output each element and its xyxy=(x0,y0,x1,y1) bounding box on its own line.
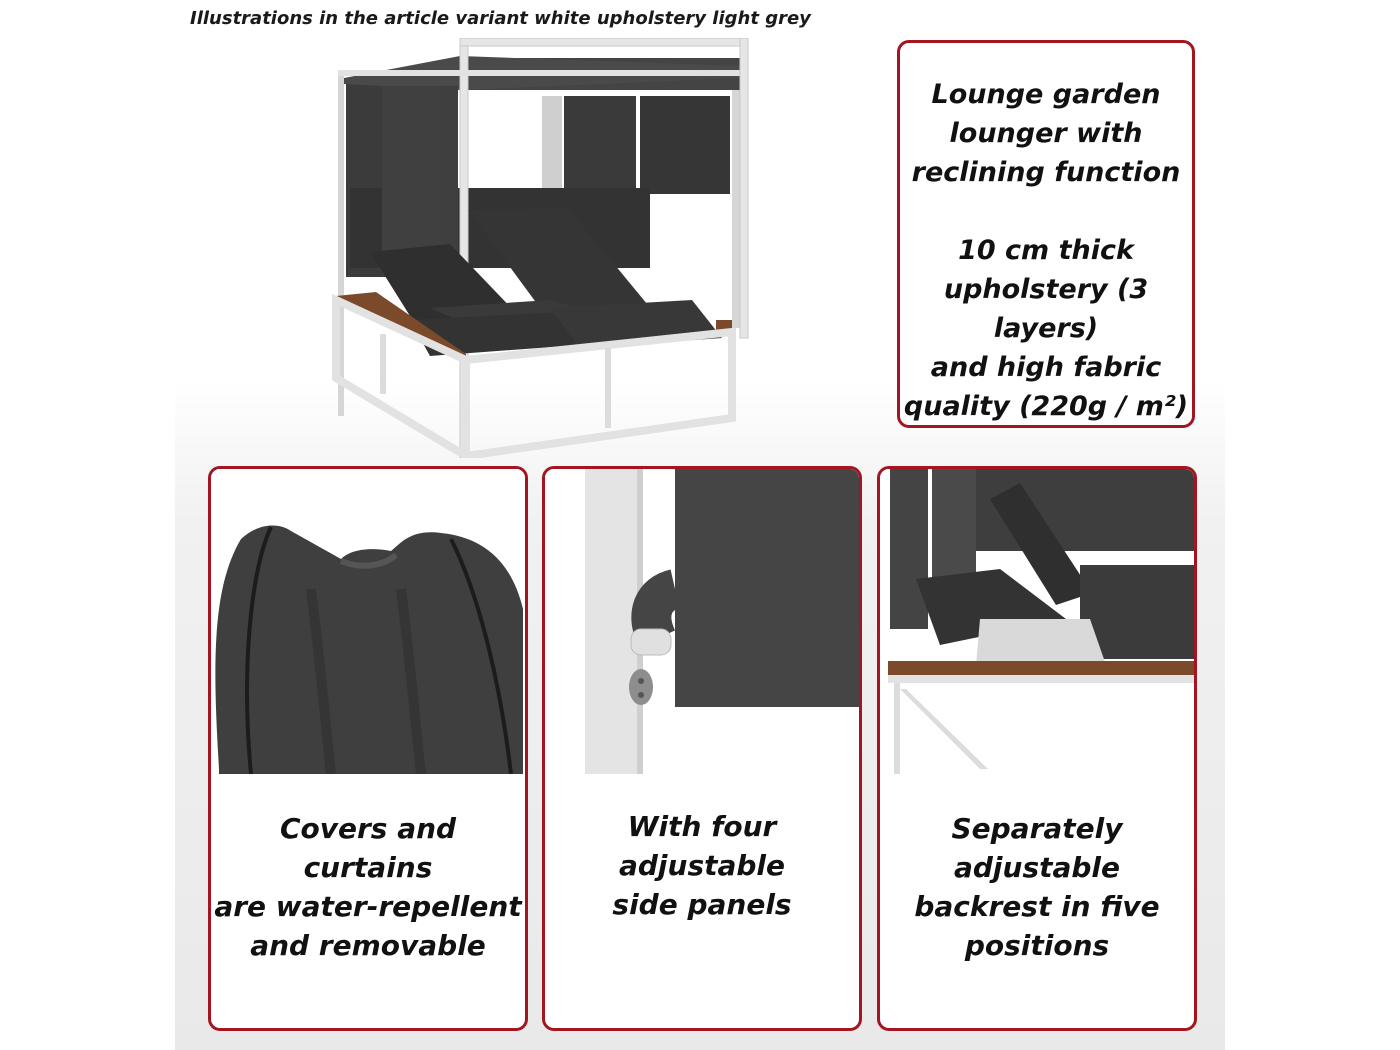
cushion-covers-image xyxy=(211,469,525,774)
feature-text-covers xyxy=(211,809,525,965)
product-image-lounger xyxy=(320,38,760,458)
image-caption: Illustrations in the article variant white upholstery light grey xyxy=(190,8,811,29)
feature-line: and removable xyxy=(250,929,486,962)
intro-line: lounger with xyxy=(949,118,1143,149)
intro-text xyxy=(900,75,1192,426)
feature-card-backrest xyxy=(877,466,1197,1031)
intro-line: 10 cm thick xyxy=(958,235,1134,266)
feature-text-backrest xyxy=(880,809,1194,965)
feature-line: are water-repellent xyxy=(214,890,522,923)
feature-line: Covers and curtains xyxy=(279,812,457,884)
feature-line: positions xyxy=(964,929,1110,962)
feature-line: backrest in five xyxy=(914,890,1160,923)
intro-line: and high fabric xyxy=(930,352,1162,383)
intro-line: quality (220g / m²) xyxy=(903,391,1189,422)
feature-card-covers xyxy=(208,466,528,1031)
intro-line: upholstery (3 layers) xyxy=(943,274,1149,344)
intro-line: reclining function xyxy=(911,157,1181,188)
feature-line: With four adjustable xyxy=(618,810,786,882)
feature-card-side-panels xyxy=(542,466,862,1031)
side-panel-image xyxy=(545,469,859,774)
feature-line: side panels xyxy=(612,888,792,921)
intro-line: Lounge garden xyxy=(931,79,1161,110)
backrest-image xyxy=(880,469,1194,774)
intro-card xyxy=(897,40,1195,428)
feature-text-side-panels xyxy=(545,807,859,924)
feature-line: Separately adjustable xyxy=(951,812,1123,884)
